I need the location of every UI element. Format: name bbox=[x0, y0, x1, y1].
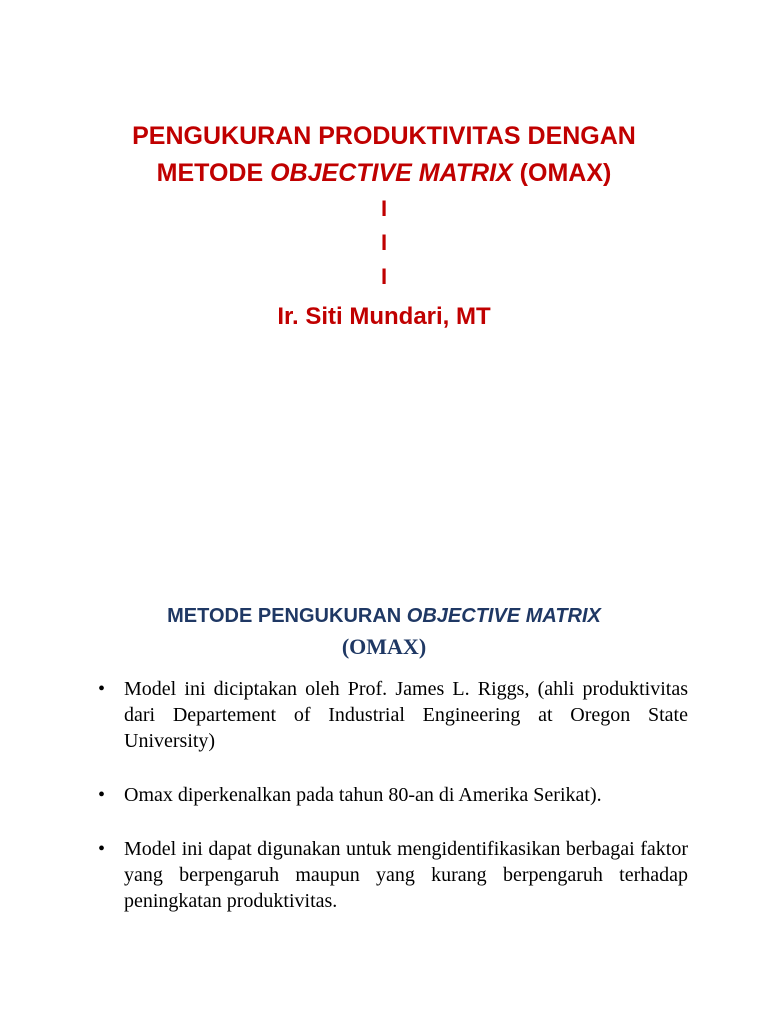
title-line-2-suffix: (OMAX) bbox=[512, 159, 612, 187]
title-line-2 bbox=[0, 155, 768, 192]
title-line-2-italic: OBJECTIVE MATRIX bbox=[270, 159, 513, 187]
separator-2: I bbox=[380, 230, 388, 255]
heading-italic: OBJECTIVE MATRIX bbox=[406, 605, 601, 627]
bullet-list bbox=[98, 676, 688, 914]
title-line-2-prefix: METODE bbox=[156, 159, 271, 187]
heading-line-2: (OMAX) bbox=[341, 634, 427, 659]
bullet-item bbox=[98, 836, 688, 914]
slide-heading bbox=[0, 600, 768, 662]
content-slide bbox=[0, 512, 768, 1024]
heading-line-1 bbox=[0, 600, 768, 632]
bullet-dot: • bbox=[98, 678, 106, 700]
author-name: Ir. Siti Mundari, MT bbox=[277, 303, 491, 330]
bullet-text: Model ini diciptakan oleh Prof. James L. Riggs, (ahli produktivitas dari Departement of Industrial Engineering at Oregon State University) bbox=[124, 678, 688, 752]
bullet-text: Model ini dapat digunakan untuk mengidentifikasikan berbagai faktor yang berpengaruh maupun yang kurang berpengaruh terhadap peningkatan produktivitas. bbox=[124, 838, 688, 912]
separator-3: I bbox=[380, 264, 388, 289]
bullet-text: Omax diperkenalkan pada tahun 80-an di Amerika Serikat). bbox=[124, 784, 602, 806]
heading-prefix: METODE PENGUKURAN bbox=[167, 605, 407, 627]
slide-title bbox=[0, 118, 768, 335]
title-line-1: PENGUKURAN PRODUKTIVITAS DENGAN bbox=[132, 122, 636, 150]
bullet-item bbox=[98, 782, 688, 808]
bullet-dot: • bbox=[98, 838, 106, 860]
bullet-item bbox=[98, 676, 688, 754]
bullet-dot: • bbox=[98, 784, 106, 806]
separator-1: I bbox=[380, 196, 388, 221]
